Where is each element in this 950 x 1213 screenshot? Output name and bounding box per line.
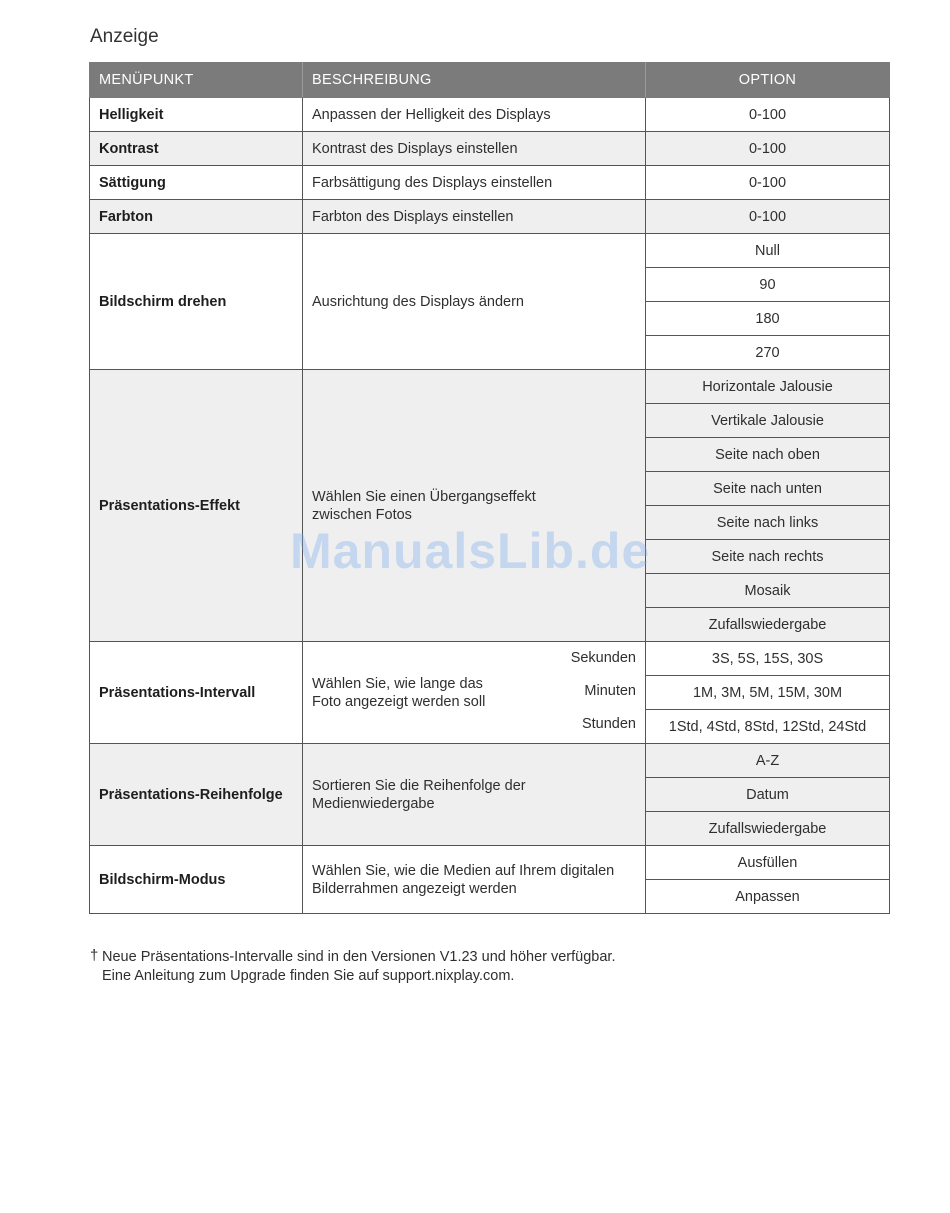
row-option: 0-100 (646, 132, 890, 166)
row-option: Seite nach rechts (646, 540, 890, 574)
row-option: 180 (646, 302, 890, 336)
row-item: Helligkeit (90, 98, 303, 132)
row-option: Seite nach links (646, 506, 890, 540)
row-option: Zufallswiedergabe (646, 608, 890, 642)
row-option: Datum (646, 778, 890, 812)
table-row (90, 234, 890, 268)
interval-units (571, 649, 636, 733)
row-option: 90 (646, 268, 890, 302)
row-description: Wählen Sie, wie die Medien auf Ihrem digitalen Bilderrahmen angezeigt werden (303, 846, 646, 914)
row-option: Seite nach unten (646, 472, 890, 506)
row-option: A-Z (646, 744, 890, 778)
row-option: 0-100 (646, 166, 890, 200)
header-menu-item: MENÜPUNKT (90, 63, 303, 98)
row-option: 3S, 5S, 15S, 30S (646, 642, 890, 676)
table-row (90, 642, 890, 676)
table-row (90, 370, 890, 404)
row-option: Mosaik (646, 574, 890, 608)
row-option: Anpassen (646, 880, 890, 914)
table-row (90, 98, 890, 132)
footnote-line: Neue Präsentations-Intervalle sind in den Versionen V1.23 und höher verfügbar. (102, 949, 616, 965)
header-description: BESCHREIBUNG (303, 63, 646, 98)
watermark: ManualsLib.de (290, 523, 651, 579)
row-description: Farbton des Displays einstellen (303, 200, 646, 234)
row-description: Wählen Sie, wie lange das Foto angezeigt werden soll (312, 675, 486, 710)
row-description: Sortieren Sie die Reihenfolge der Medienwiedergabe (303, 744, 646, 846)
row-item: Sättigung (90, 166, 303, 200)
table-row (90, 846, 890, 880)
row-description: Anpassen der Helligkeit des Displays (303, 98, 646, 132)
row-item: Präsentations-Effekt (90, 370, 303, 642)
row-description-cell (303, 642, 646, 744)
unit-label: Stunden (581, 715, 636, 732)
row-item: Bildschirm-Modus (90, 846, 303, 914)
table-row (90, 166, 890, 200)
header-option: OPTION (646, 63, 890, 98)
footnote-symbol: † (90, 947, 99, 964)
row-option: Zufallswiedergabe (646, 812, 890, 846)
row-option: Horizontale Jalousie (646, 370, 890, 404)
row-item: Farbton (90, 200, 303, 234)
table-header-row (90, 63, 890, 98)
row-option: 270 (646, 336, 890, 370)
row-option: Vertikale Jalousie (646, 404, 890, 438)
row-option: Null (646, 234, 890, 268)
table-row (90, 132, 890, 166)
row-option: 0-100 (646, 98, 890, 132)
page-title: Anzeige (90, 26, 159, 47)
row-option: 1Std, 4Std, 8Std, 12Std, 24Std (646, 710, 890, 744)
row-item: Präsentations-Intervall (90, 642, 303, 744)
footnote (90, 948, 615, 986)
row-option: 0-100 (646, 200, 890, 234)
row-description: Kontrast des Displays einstellen (303, 132, 646, 166)
row-option: Ausfüllen (646, 846, 890, 880)
row-item: Bildschirm drehen (90, 234, 303, 370)
unit-label: Sekunden (570, 649, 636, 666)
unit-label: Minuten (584, 682, 636, 699)
row-description: Ausrichtung des Displays ändern (303, 234, 646, 370)
table-row (90, 200, 890, 234)
row-option: 1M, 3M, 5M, 15M, 30M (646, 676, 890, 710)
display-settings-table (89, 62, 890, 914)
row-option: Seite nach oben (646, 438, 890, 472)
row-description: Wählen Sie einen Übergangseffekt zwischen Fotos (303, 370, 646, 642)
row-description: Farbsättigung des Displays einstellen (303, 166, 646, 200)
row-item: Kontrast (90, 132, 303, 166)
footnote-line: Eine Anleitung zum Upgrade finden Sie auf support.nixplay.com. (102, 968, 515, 984)
row-item: Präsentations-Reihenfolge (90, 744, 303, 846)
table-row (90, 744, 890, 778)
